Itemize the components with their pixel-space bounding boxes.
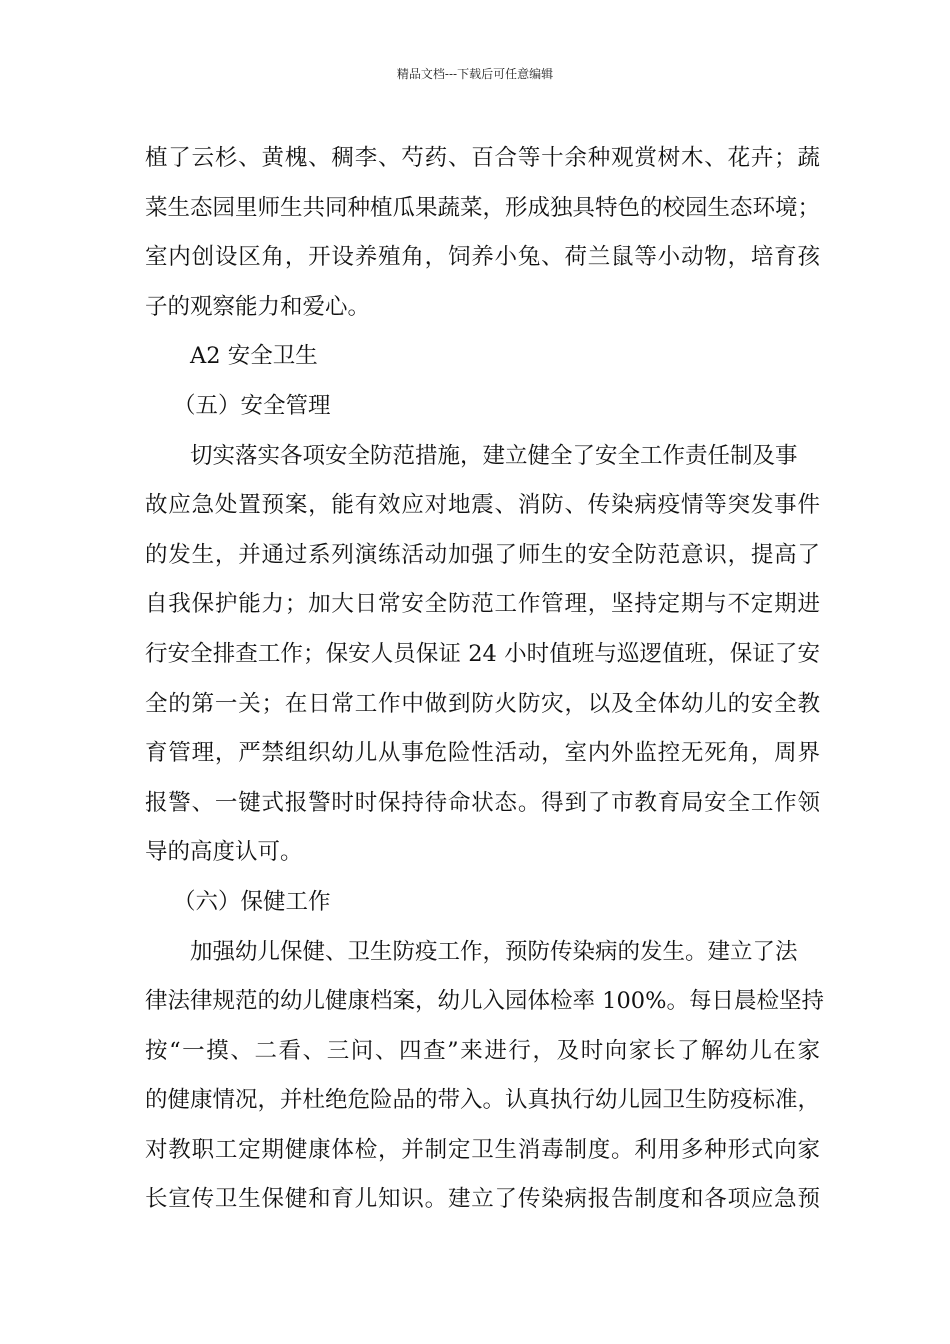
- paragraph-line: 育管理，严禁组织幼儿从事危险性活动，室内外监控无死角，周界: [145, 740, 820, 767]
- subsection-heading: （五）安全管理: [173, 392, 331, 419]
- paragraph-line: 故应急处置预案，能有效应对地震、消防、传染病疫情等突发事件: [145, 492, 820, 519]
- paragraph-line: 对教职工定期健康体检，并制定卫生消毒制度。利用多种形式向家: [145, 1136, 820, 1163]
- paragraph-line: 全的第一关；在日常工作中做到防火防灾，以及全体幼儿的安全教: [145, 690, 820, 717]
- paragraph-line: 长宣传卫生保健和育儿知识。建立了传染病报告制度和各项应急预: [145, 1186, 820, 1213]
- paragraph-line: 自我保护能力；加大日常安全防范工作管理，坚持定期与不定期进: [145, 591, 820, 618]
- paragraph-line: 植了云杉、黄槐、稠李、芍药、百合等十余种观赏树木、花卉；蔬: [145, 145, 820, 171]
- paragraph-line: 子的观察能力和爱心。: [145, 293, 371, 320]
- subsection-heading: （六）保健工作: [173, 888, 331, 915]
- paragraph-line: 室内创设区角，开设养殖角，饲养小兔、荷兰鼠等小动物，培育孩: [145, 244, 820, 271]
- paragraph-line: 菜生态园里师生共同种植瓜果蔬菜，形成独具特色的校园生态环境；: [145, 194, 821, 221]
- document-body: [145, 134, 825, 1225]
- paragraph-line: 报警、一键式报警时时保持待命状态。得到了市教育局安全工作领: [145, 789, 820, 816]
- paragraph-line: 行安全排查工作；保安人员保证 24 小时值班与巡逻值班，保证了安: [145, 640, 820, 667]
- paragraph-line: 导的高度认可。: [145, 839, 303, 866]
- section-heading: A2 安全卫生: [190, 343, 318, 370]
- paragraph-line: 按“一摸、二看、三问、四查”来进行，及时向家长了解幼儿在家: [145, 1037, 820, 1064]
- paragraph-line: 切实落实各项安全防范措施，建立健全了安全工作责任制及事: [190, 442, 798, 469]
- page-header: 精品文档---下载后可任意编辑: [396, 67, 554, 81]
- paragraph-line: 的健康情况，并杜绝危险品的带入。认真执行幼儿园卫生防疫标准，: [145, 1087, 821, 1114]
- paragraph-line: 加强幼儿保健、卫生防疫工作，预防传染病的发生。建立了法: [190, 938, 798, 965]
- paragraph-line: 的发生，并通过系列演练活动加强了师生的安全防范意识，提高了: [145, 541, 820, 568]
- paragraph-line: 律法律规范的幼儿健康档案，幼儿入园体检率 100%。每日晨检坚持: [145, 988, 824, 1015]
